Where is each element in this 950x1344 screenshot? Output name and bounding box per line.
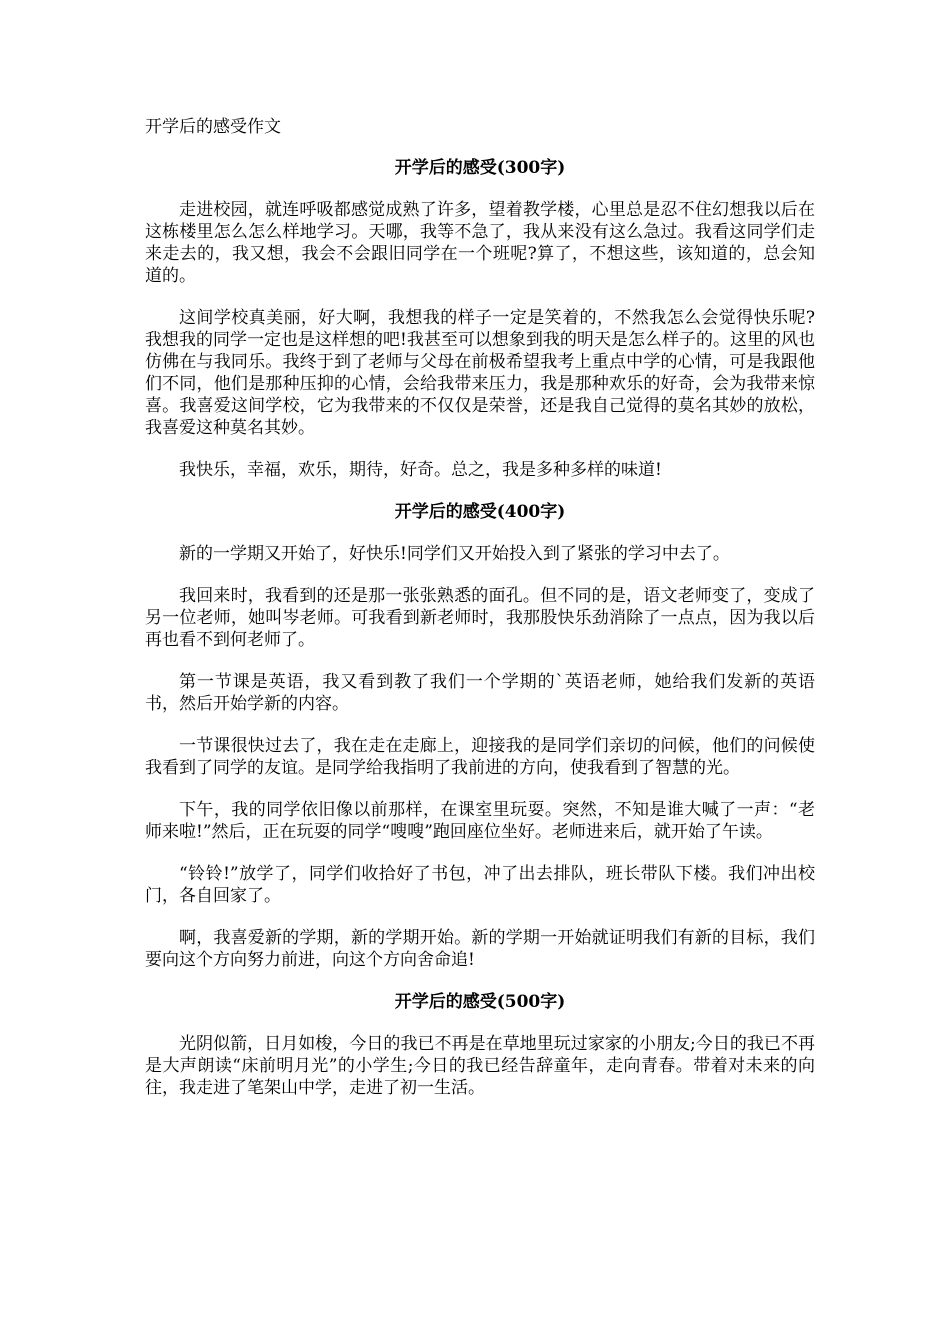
paragraph: 第一节课是英语，我又看到教了我们一个学期的`英语老师，她给我们发新的英语书，然后开始学新的内容。 xyxy=(145,672,815,714)
section-heading: 开学后的感受(500字) xyxy=(394,992,566,1012)
paragraph: 这间学校真美丽，好大啊，我想我的样子一定是笑着的，不然我怎么会觉得快乐呢?我想我的同学一定也是这样想的吧!我甚至可以想象到我的明天是怎么样子的。这里的风也仿佛在与我同乐。我终于到了老师与父母在前极希望我考上重点中学的心情，可是我跟他们不同，他们是那种压抑的心情，会给我带来压力，我是那种欢乐的好奇，会为我带来惊喜。我喜爱这间学校，它为我带来的不仅仅是荣誉，还是我自己觉得的莫名其妙的放松，我喜爱这种莫名其妙。 xyxy=(145,308,815,438)
paragraph: 新的一学期又开始了，好快乐!同学们又开始投入到了紧张的学习中去了。 xyxy=(179,544,730,564)
document-body xyxy=(145,157,815,1119)
paragraph: 我回来时，我看到的还是那一张张熟悉的面孔。但不同的是，语文老师变了，变成了另一位老师，她叫岑老师。可我看到新老师时，我那股快乐劲消除了一点点，因为我以后再也看不到何老师了。 xyxy=(145,586,815,650)
section-heading: 开学后的感受(300字) xyxy=(394,158,566,178)
paragraph: 啊，我喜爱新的学期，新的学期开始。新的学期一开始就证明我们有新的目标，我们要向这个方向努力前进，向这个方向舍命追! xyxy=(145,928,815,970)
paragraph: 一节课很快过去了，我在走在走廊上，迎接我的是同学们亲切的问候，他们的问候使我看到了同学的友谊。是同学给我指明了我前进的方向，使我看到了智慧的光。 xyxy=(145,736,815,778)
paragraph: “铃铃!”放学了，同学们收拾好了书包，冲了出去排队，班长带队下楼。我们冲出校门，各自回家了。 xyxy=(145,864,815,906)
paragraph: 走进校园，就连呼吸都感觉成熟了许多，望着教学楼，心里总是忍不住幻想我以后在这栋楼里怎么怎么样地学习。天哪，我等不急了，我从来没有这么急过。我看这同学们走来走去的，我又想，我会不会跟旧同学在一个班呢?算了，不想这些，该知道的，总会知道的。 xyxy=(145,200,815,286)
essay-section-500 xyxy=(145,991,815,1099)
essay-section-300 xyxy=(145,157,815,481)
paragraph: 光阴似箭，日月如梭，今日的我已不再是在草地里玩过家家的小朋友;今日的我已不再是大声朗读“床前明月光”的小学生;今日的我已经告辞童年，走向青春。带着对未来的向往，我走进了笔架山中学，走进了初一生活。 xyxy=(145,1034,815,1098)
essay-section-400 xyxy=(145,501,815,971)
paragraph: 我快乐，幸福，欢乐，期待，好奇。总之，我是多种多样的味道! xyxy=(179,460,662,480)
section-heading: 开学后的感受(400字) xyxy=(394,502,566,522)
paragraph: 下午，我的同学依旧像以前那样，在课室里玩耍。突然，不知是谁大喊了一声：“老师来啦!”然后，正在玩耍的同学“嗖嗖”跑回座位坐好。老师进来后，就开始了午读。 xyxy=(145,800,815,842)
document-title: 开学后的感受作文 xyxy=(145,117,281,137)
